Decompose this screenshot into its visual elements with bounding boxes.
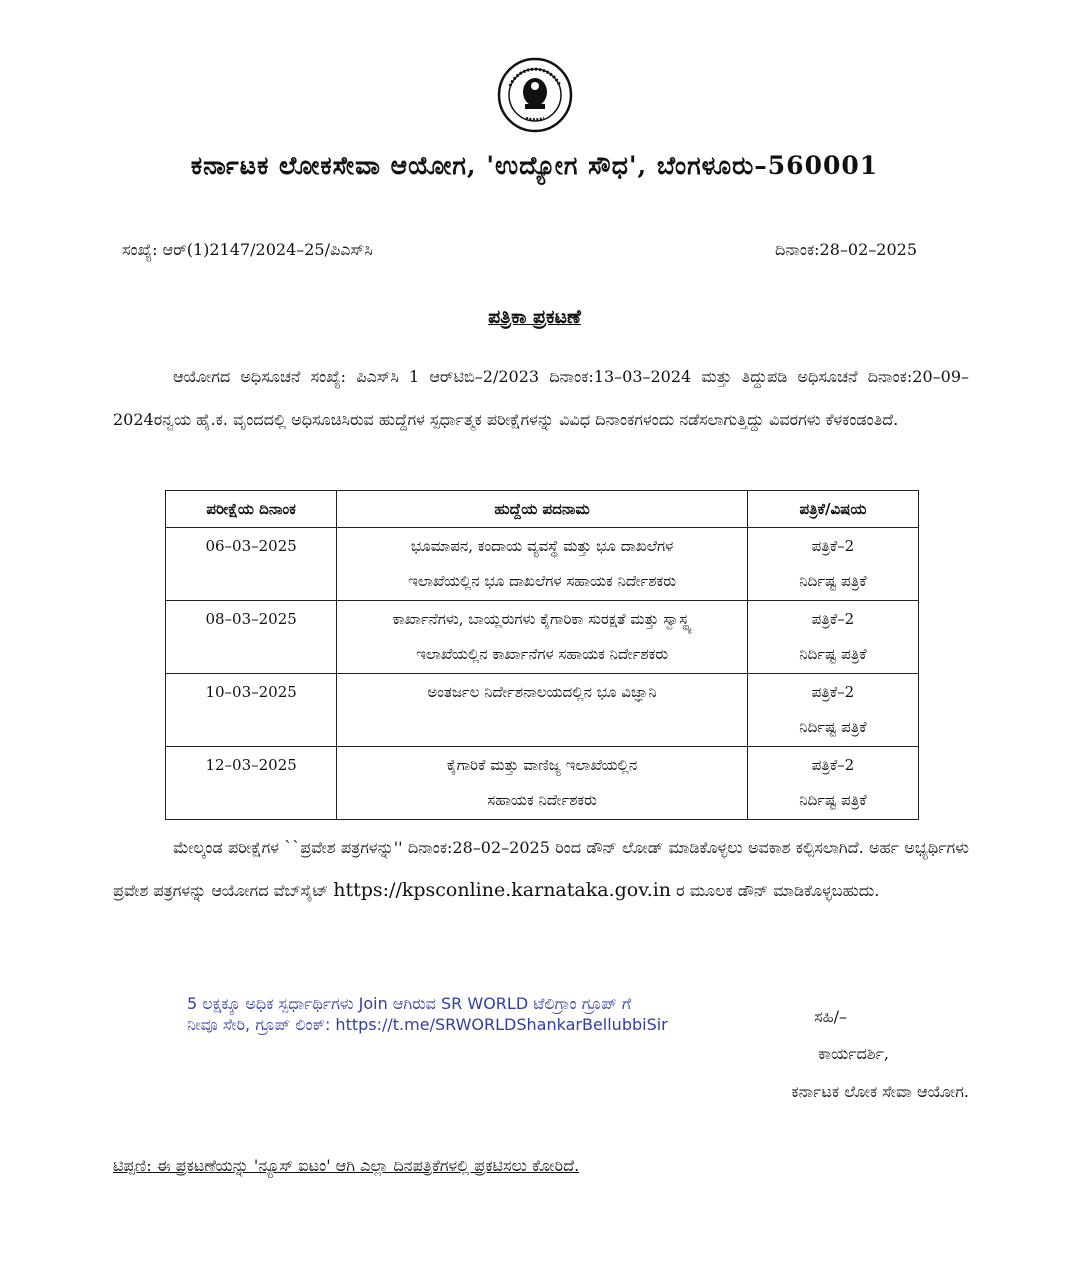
post-name-line: ಭೂಮಾಪನ, ಕಂದಾಯ ವ್ಯವಸ್ಥೆ ಮತ್ತು ಭೂ ದಾಖಲೆಗಳ — [410, 537, 674, 555]
post-name-line: ಸಹಾಯಕ ನಿರ್ದೇಶಕರು — [487, 791, 597, 809]
paper-cell — [747, 747, 918, 820]
table-row — [166, 528, 919, 601]
admit-card-paragraph — [113, 826, 969, 912]
organization-title: ಕರ್ನಾಟಕ ಲೋಕಸೇವಾ ಆಯೋಗ, 'ಉದ್ಯೋಗ ಸೌಧ', ಬೆಂಗಳೂರು–560001 — [190, 151, 879, 180]
state-emblem-seal-icon — [496, 56, 574, 134]
exam-date-cell: 08–03–2025 — [166, 601, 337, 674]
exam-date-cell: 10–03–2025 — [166, 674, 337, 747]
header-paper-subject: ಪತ್ರಿಕೆ/ವಿಷಯ — [747, 491, 918, 528]
table-row — [166, 674, 919, 747]
post-name-cell — [337, 528, 748, 601]
paper-cell — [747, 601, 918, 674]
paper-line: ನಿರ್ದಿಷ್ಟ ಪತ್ರಿಕೆ — [799, 718, 867, 736]
paper-cell — [747, 528, 918, 601]
website-link[interactable]: https://kpsconline.karnataka.gov.in — [333, 879, 672, 901]
exam-date-cell: 06–03–2025 — [166, 528, 337, 601]
footer-note: ಟಿಪ್ಪಣಿ: ಈ ಪ್ರಕಟಣೆಯನ್ನು 'ನ್ಯೂಸ್ ಐಟಂ' ಆಗಿ ಎಲ್ಲಾ ದಿನಪತ್ರಿಕೆಗಳಲ್ಲಿ ಪ್ರಕಟಿಸಲು ಕೋರಿದೆ. — [113, 1156, 580, 1175]
admit-card-tail: ರ ಮೂಲಕ ಡೌನ್ ಮಾಡಿಕೊಳ್ಳಬಹುದು. — [676, 881, 880, 900]
table-row — [166, 747, 919, 820]
admit-card-text: ಮೇಲ್ಕಂಡ ಪರೀಕ್ಷೆಗಳ ``ಪ್ರವೇಶ ಪತ್ರಗಳನ್ನು'' ದಿನಾಂಕ:28–02–2025 ರಿಂದ ಡೌನ್ ಲೋಡ್ ಮಾಡಿಕೊಳ್ಳಲು ಅವಕಾಶ ಕಲ್ಪಿಸಲಾಗಿದೆ. ಅರ್ಹ ಅಭ್ಯರ್ಥಿಗಳು ಪ್ರವೇಶ ಪತ್ರಗಳನ್ನು ಆಯೋಗದ ವೆಬ್‌ಸೈಟ್ — [113, 838, 969, 900]
telegram-promo — [187, 993, 747, 1035]
intro-paragraph — [113, 355, 969, 441]
signatory-designation: ಕಾರ್ಯದರ್ಶಿ, — [818, 1044, 889, 1063]
exam-schedule-table — [165, 490, 919, 820]
paper-line: ಪತ್ರಿಕೆ–2 — [811, 756, 855, 774]
post-name-line: ಇಲಾಖೆಯಲ್ಲಿನ ಭೂ ದಾಖಲೆಗಳ ಸಹಾಯಕ ನಿರ್ದೇಶಕರು — [408, 572, 676, 590]
paper-line: ನಿರ್ದಿಷ್ಟ ಪತ್ರಿಕೆ — [799, 572, 867, 590]
post-name-line: ಕಾರ್ಖಾನೆಗಳು, ಬಾಯ್ಲರುಗಳು ಕೈಗಾರಿಕಾ ಸುರಕ್ಷತೆ ಮತ್ತು ಸ್ವಾಸ್ಥ್ಯ — [392, 610, 692, 628]
paper-line: ನಿರ್ದಿಷ್ಟ ಪತ್ರಿಕೆ — [799, 791, 867, 809]
intro-paragraph-text: ಆಯೋಗದ ಅಧಿಸೂಚನೆ ಸಂಖ್ಯೆ: ಪಿಎಸ್‌ಸಿ 1 ಆರ್‌ಟಿಬಿ–2/2023 ದಿನಾಂಕ:13–03–2024 ಮತ್ತು ತಿದ್ದುಪಡಿ ಅಧಿಸೂಚನೆ ದಿನಾಂಕ:20–09–2024ರನ್ವಯ ಹೈ.ಕ. ವೃಂದದಲ್ಲಿ ಅಧಿಸೂಚಿಸಿರುವ ಹುದ್ದೆಗಳ ಸ್ಪರ್ಧಾತ್ಮಕ ಪರೀಕ್ಷೆಗಳನ್ನು ವಿವಿಧ ದಿನಾಂಕಗಳಂದು ನಡೆಸಲಾಗುತ್ತಿದ್ದು ವಿವರಗಳು ಕೆಳಕಂಡಂತಿದೆ. — [113, 367, 969, 429]
signatory-organization: ಕರ್ನಾಟಕ ಲೋಕ ಸೇವಾ ಆಯೋಗ. — [791, 1082, 969, 1101]
notice-heading: ಪತ್ರಿಕಾ ಪ್ರಕಟಣೆ — [488, 306, 581, 328]
post-name-cell — [337, 601, 748, 674]
promo-line-2[interactable]: ನೀವೂ ಸೇರಿ, ಗ್ರೂಪ್ ಲಿಂಕ್: https://t.me/SRWORLDShankarBellubbiSir — [187, 1015, 668, 1034]
paper-cell — [747, 674, 918, 747]
table-row — [166, 601, 919, 674]
paper-line: ಪತ್ರಿಕೆ–2 — [811, 537, 855, 555]
notice-date: ದಿನಾಂಕ:28–02–2025 — [775, 240, 917, 259]
post-name-line: ಕೈಗಾರಿಕೆ ಮತ್ತು ವಾಣಿಜ್ಯ ಇಲಾಖೆಯಲ್ಲಿನ — [446, 756, 638, 774]
header-post-name: ಹುದ್ದೆಯ ಪದನಾಮ — [337, 491, 748, 528]
exam-date-cell: 12–03–2025 — [166, 747, 337, 820]
table-header-row — [166, 491, 919, 528]
promo-line-1: 5 ಲಕ್ಷಕ್ಕೂ ಅಧಿಕ ಸ್ಪರ್ಧಾರ್ಥಿಗಳು Join ಆಗಿರುವ SR WORLD ಟೆಲಿಗ್ರಾಂ ಗ್ರೂಪ್ ಗೆ — [187, 994, 632, 1013]
paper-line: ಪತ್ರಿಕೆ–2 — [811, 683, 855, 701]
signature-mark: ಸಹಿ/– — [814, 1007, 847, 1026]
post-name-cell — [337, 747, 748, 820]
post-name-line: ಇಲಾಖೆಯಲ್ಲಿನ ಕಾರ್ಖಾನೆಗಳ ಸಹಾಯಕ ನಿರ್ದೇಶಕರು — [416, 645, 669, 663]
post-name-cell — [337, 674, 748, 747]
paper-line: ನಿರ್ದಿಷ್ಟ ಪತ್ರಿಕೆ — [799, 645, 867, 663]
paper-line: ಪತ್ರಿಕೆ–2 — [811, 610, 855, 628]
header-exam-date: ಪರೀಕ್ಷೆಯ ದಿನಾಂಕ — [166, 491, 337, 528]
post-name-line: ಅಂತರ್ಜಲ ನಿರ್ದೇಶನಾಲಯದಲ್ಲಿನ ಭೂ ವಿಜ್ಞಾನಿ — [427, 683, 657, 701]
reference-number: ಸಂಖ್ಯೆ: ಆರ್(1)2147/2024–25/ಪಿಎಸ್‌ಸಿ — [122, 240, 373, 259]
